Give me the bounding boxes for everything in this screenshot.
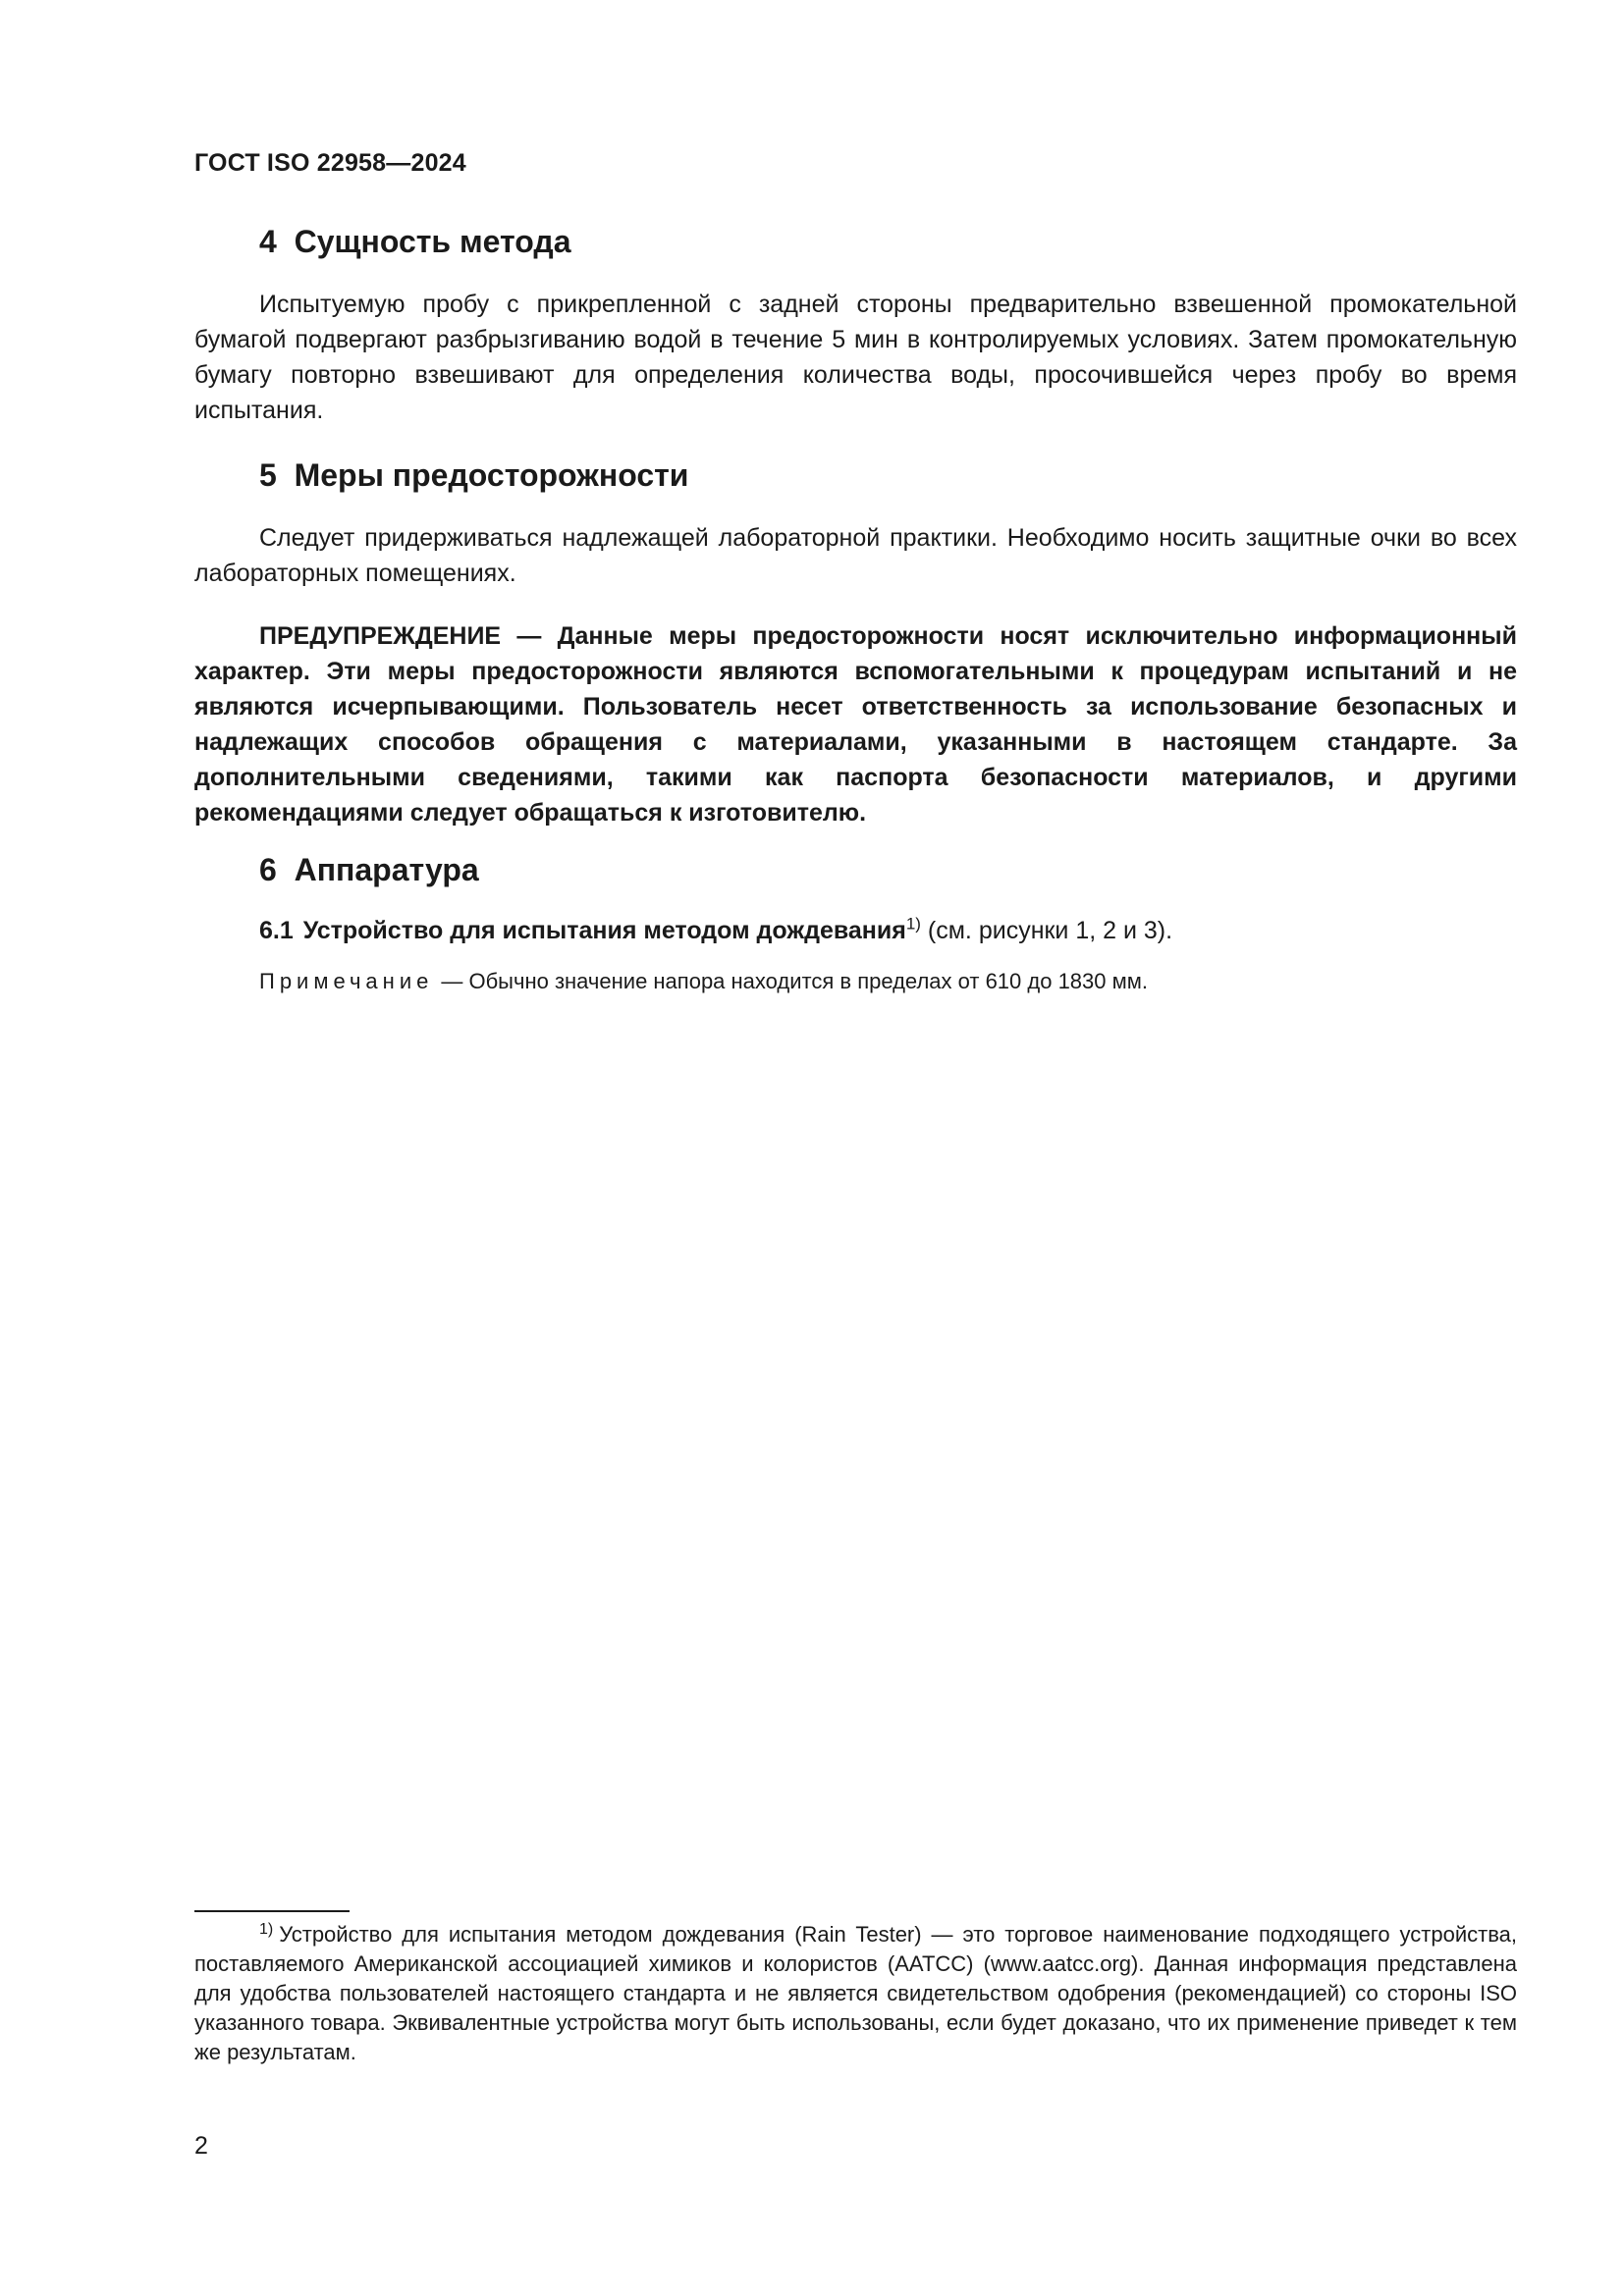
- warning-paragraph: ПРЕДУПРЕЖДЕНИЕ — Данные меры предосторожности носят исключительно информационный характер. Эти меры предосторожности являются вспомогательными к процедурам испытаний и не являются исчерпывающими. Пользователь несет ответственность за использование безопасных и надлежащих способов обращения с материалами, указанными в настоящем стандарте. За дополнительными сведениями, такими как паспорта безопасности материалов, и другими рекомендациями следует обращаться к изготовителю.: [194, 622, 1517, 827]
- footnote-marker: 1): [259, 1920, 274, 1938]
- footnote-reference[interactable]: 1): [905, 914, 921, 934]
- footnote-separator: [194, 1910, 350, 1912]
- footnote-text: Устройство для испытания методом дождевания (Rain Tester) — это торговое наименование подходящего устройства, поставляемого Американской ассоциацией химиков и колористов (AATCC) (www.aatcc.org). Данная информация представлена для удобства пользователей настоящего стандарта и не является свидетельством одобрения (рекомендацией) со стороны ISO указанного товара. Эквивалентные устройства могут быть использованы, если будет доказано, что их применение приведет к тем же результатам.: [194, 1922, 1517, 2064]
- clause-title: Устройство для испытания методом дождевания: [302, 917, 906, 944]
- note: [259, 966, 1148, 997]
- section-number: 4: [259, 224, 277, 259]
- clause-number: 6.1: [259, 917, 294, 944]
- section-title: Меры предосторожности: [294, 457, 689, 493]
- section-5-paragraph: Следует придерживаться надлежащей лабораторной практики. Необходимо носить защитные очки во всех лабораторных помещениях.: [194, 524, 1517, 587]
- footnote: [194, 1920, 1517, 2067]
- section-title: Сущность метода: [294, 224, 571, 259]
- document-code: ГОСТ ISO 22958—2024: [194, 149, 466, 177]
- section-6-heading: [259, 852, 479, 888]
- note-text: — Обычно значение напора находится в пределах от 610 до 1830 мм.: [441, 969, 1148, 993]
- section-4-heading: [259, 224, 571, 260]
- note-label: Примечание: [259, 969, 434, 993]
- section-4-paragraph: Испытуемую пробу с прикрепленной с задней стороны предварительно взвешенной промокательной бумагой подвергают разбрызгиванию водой в течение 5 мин в контролируемых условиях. Затем промокательную бумагу повторно взвешивают для определения количества воды, просочившейся через пробу во время испытания.: [194, 291, 1517, 424]
- clause-figure-reference: (см. рисунки 1, 2 и 3).: [920, 917, 1173, 944]
- section-5-heading: [259, 457, 688, 494]
- page-number: 2: [194, 2132, 208, 2160]
- section-title: Аппаратура: [294, 852, 479, 887]
- section-number: 6: [259, 852, 277, 887]
- section-number: 5: [259, 457, 277, 493]
- clause-6-1: [259, 913, 1172, 948]
